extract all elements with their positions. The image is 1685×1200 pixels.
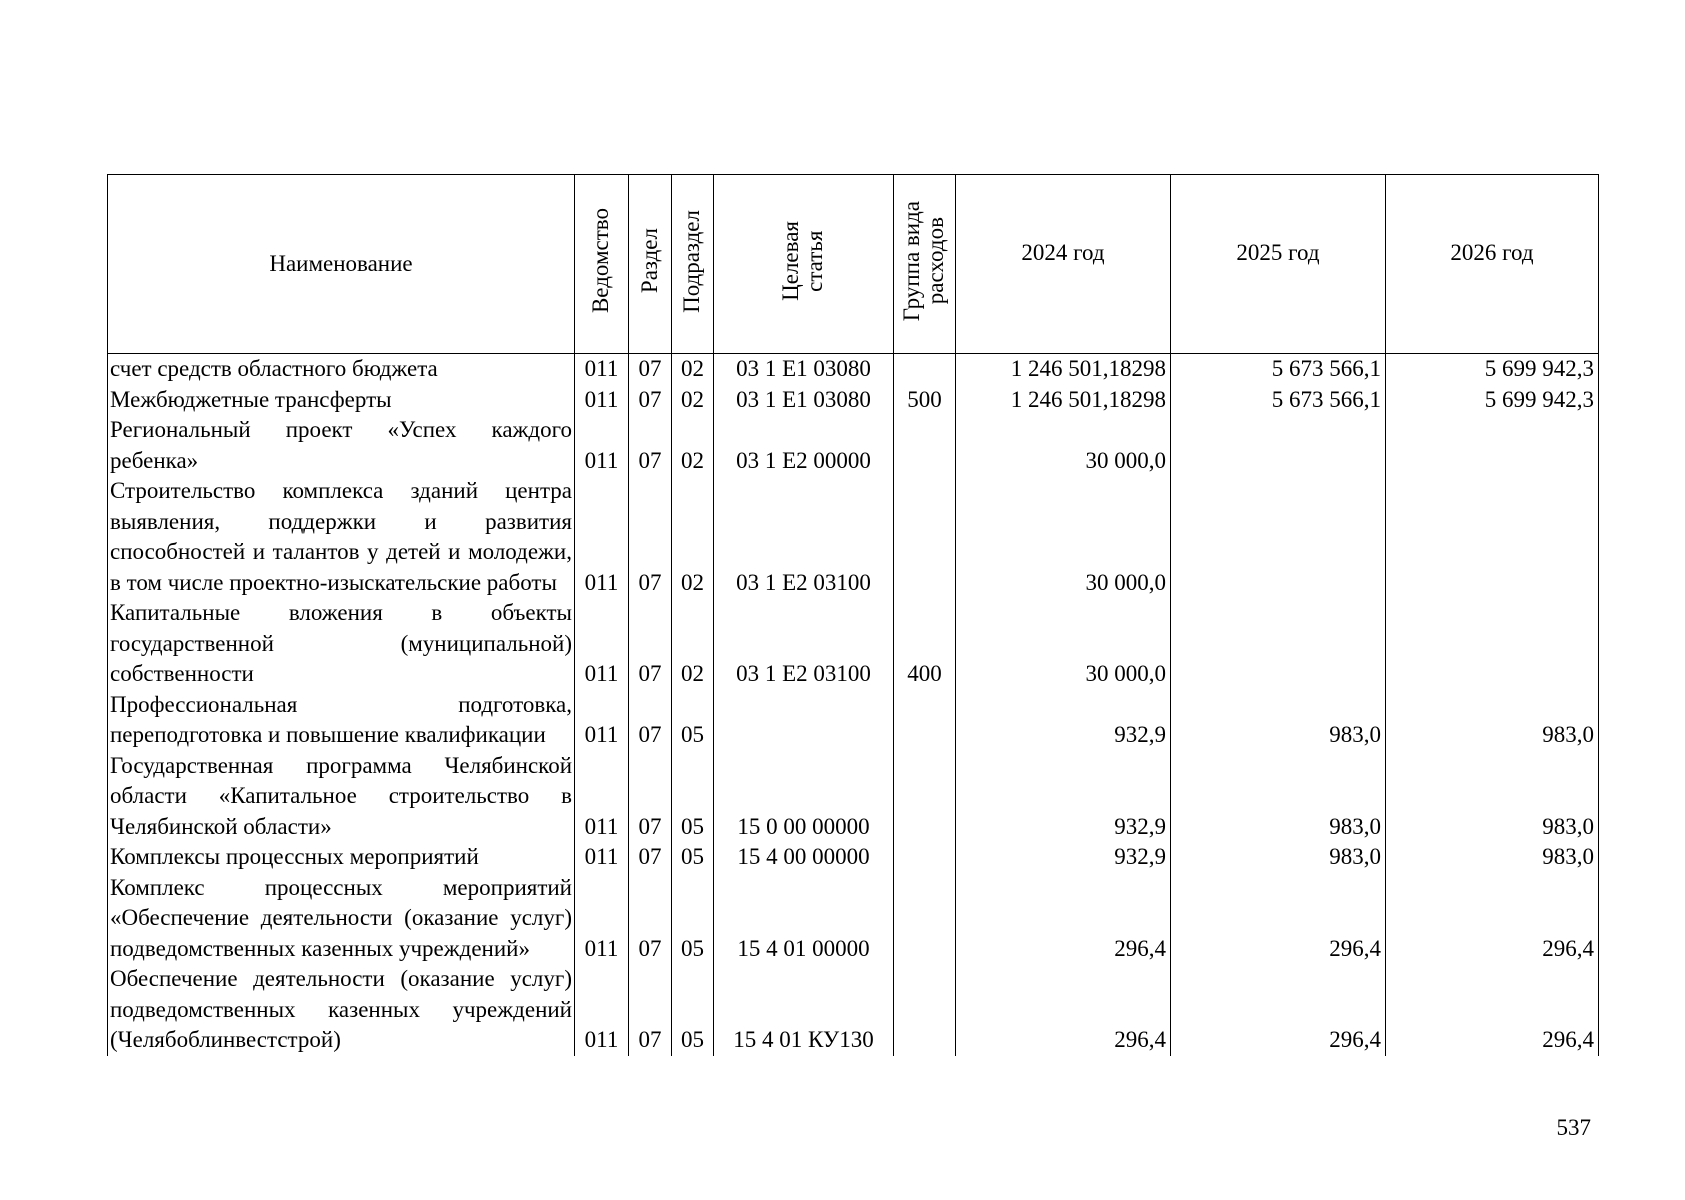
cell-2026 <box>1386 415 1599 476</box>
cell-name: Государственная программа Челябинской области «Капитальное строительство в Челябинской области» <box>108 751 575 843</box>
cell-gruppa-vida-rashodov <box>894 842 956 873</box>
table-row <box>108 690 1599 751</box>
cell-gruppa-vida-rashodov <box>894 690 956 751</box>
cell-2025: 5 673 566,1 <box>1171 354 1386 385</box>
cell-tselevaya-statya: 15 4 01 00000 <box>714 873 894 965</box>
cell-podrazdel: 02 <box>672 598 714 690</box>
cell-vedomstvo: 011 <box>575 751 629 843</box>
header-podrazdel: Подраздел <box>672 175 714 354</box>
cell-name: Комплексы процессных мероприятий <box>108 842 575 873</box>
table-row <box>108 385 1599 416</box>
table-row <box>108 751 1599 843</box>
cell-gruppa-vida-rashodov <box>894 873 956 965</box>
cell-2025 <box>1171 598 1386 690</box>
cell-tselevaya-statya: 15 0 00 00000 <box>714 751 894 843</box>
cell-2025: 296,4 <box>1171 873 1386 965</box>
cell-name: Региональный проект «Успех каждого ребенка» <box>108 415 575 476</box>
cell-tselevaya-statya: 03 1 Е1 03080 <box>714 354 894 385</box>
cell-razdel: 07 <box>629 476 672 598</box>
table-row <box>108 873 1599 965</box>
cell-2025: 983,0 <box>1171 690 1386 751</box>
cell-name: Строительство комплекса зданий центра выявления, поддержки и развития способностей и талантов у детей и молодежи, в том числе проектно-изыскательские работы <box>108 476 575 598</box>
cell-2026: 5 699 942,3 <box>1386 354 1599 385</box>
cell-podrazdel: 02 <box>672 354 714 385</box>
header-2026: 2026 год <box>1386 175 1599 354</box>
cell-vedomstvo: 011 <box>575 873 629 965</box>
cell-2025: 983,0 <box>1171 751 1386 843</box>
cell-tselevaya-statya: 03 1 Е1 03080 <box>714 385 894 416</box>
cell-razdel: 07 <box>629 598 672 690</box>
cell-razdel: 07 <box>629 842 672 873</box>
cell-podrazdel: 05 <box>672 690 714 751</box>
budget-table <box>107 174 1599 1056</box>
cell-name: Межбюджетные трансферты <box>108 385 575 416</box>
cell-2025 <box>1171 415 1386 476</box>
table-row <box>108 842 1599 873</box>
cell-name: Обеспечение деятельности (оказание услуг) подведомственных казенных учреждений (Челябоблинвестстрой) <box>108 964 575 1056</box>
cell-2026: 5 699 942,3 <box>1386 385 1599 416</box>
cell-razdel: 07 <box>629 751 672 843</box>
cell-tselevaya-statya: 15 4 01 КУ130 <box>714 964 894 1056</box>
cell-2024: 932,9 <box>956 842 1171 873</box>
cell-tselevaya-statya: 03 1 Е2 00000 <box>714 415 894 476</box>
table-row <box>108 964 1599 1056</box>
header-2024: 2024 год <box>956 175 1171 354</box>
table-row <box>108 598 1599 690</box>
cell-gruppa-vida-rashodov: 500 <box>894 385 956 416</box>
cell-razdel: 07 <box>629 873 672 965</box>
cell-podrazdel: 02 <box>672 476 714 598</box>
cell-tselevaya-statya: 15 4 00 00000 <box>714 842 894 873</box>
cell-tselevaya-statya: 03 1 Е2 03100 <box>714 476 894 598</box>
cell-2024: 1 246 501,18298 <box>956 385 1171 416</box>
page-number: 537 <box>1556 1115 1591 1140</box>
cell-gruppa-vida-rashodov <box>894 964 956 1056</box>
cell-podrazdel: 05 <box>672 842 714 873</box>
cell-2024: 932,9 <box>956 751 1171 843</box>
cell-razdel: 07 <box>629 415 672 476</box>
cell-2024: 932,9 <box>956 690 1171 751</box>
cell-2026 <box>1386 598 1599 690</box>
header-razdel: Раздел <box>629 175 672 354</box>
cell-gruppa-vida-rashodov <box>894 476 956 598</box>
cell-2025 <box>1171 476 1386 598</box>
cell-2025: 983,0 <box>1171 842 1386 873</box>
cell-2024: 296,4 <box>956 873 1171 965</box>
cell-2024: 30 000,0 <box>956 598 1171 690</box>
cell-2024: 30 000,0 <box>956 415 1171 476</box>
cell-vedomstvo: 011 <box>575 690 629 751</box>
header-gruppa-vida-rashodov: Группа вида расходов <box>894 175 956 354</box>
cell-2026: 983,0 <box>1386 690 1599 751</box>
table-row <box>108 354 1599 385</box>
cell-2024: 296,4 <box>956 964 1171 1056</box>
cell-name: Комплекс процессных мероприятий «Обеспечение деятельности (оказание услуг) подведомственных казенных учреждений» <box>108 873 575 965</box>
cell-2026: 983,0 <box>1386 751 1599 843</box>
cell-name: Капитальные вложения в объекты государственной (муниципальной) собственности <box>108 598 575 690</box>
cell-podrazdel: 05 <box>672 964 714 1056</box>
cell-gruppa-vida-rashodov <box>894 354 956 385</box>
cell-vedomstvo: 011 <box>575 415 629 476</box>
cell-podrazdel: 05 <box>672 873 714 965</box>
cell-2026 <box>1386 476 1599 598</box>
cell-2024: 1 246 501,18298 <box>956 354 1171 385</box>
cell-vedomstvo: 011 <box>575 354 629 385</box>
cell-razdel: 07 <box>629 354 672 385</box>
cell-podrazdel: 02 <box>672 415 714 476</box>
cell-name: счет средств областного бюджета <box>108 354 575 385</box>
cell-name: Профессиональная подготовка, переподготовка и повышение квалификации <box>108 690 575 751</box>
cell-gruppa-vida-rashodov <box>894 415 956 476</box>
table-row <box>108 415 1599 476</box>
cell-vedomstvo: 011 <box>575 476 629 598</box>
cell-razdel: 07 <box>629 690 672 751</box>
cell-razdel: 07 <box>629 385 672 416</box>
cell-tselevaya-statya <box>714 690 894 751</box>
cell-gruppa-vida-rashodov <box>894 751 956 843</box>
cell-2025: 5 673 566,1 <box>1171 385 1386 416</box>
cell-tselevaya-statya: 03 1 Е2 03100 <box>714 598 894 690</box>
cell-2026: 983,0 <box>1386 842 1599 873</box>
header-name: Наименование <box>108 175 575 354</box>
cell-gruppa-vida-rashodov: 400 <box>894 598 956 690</box>
header-vedomstvo: Ведомство <box>575 175 629 354</box>
header-row <box>108 175 1599 354</box>
cell-2024: 30 000,0 <box>956 476 1171 598</box>
cell-razdel: 07 <box>629 964 672 1056</box>
cell-2026: 296,4 <box>1386 873 1599 965</box>
cell-vedomstvo: 011 <box>575 385 629 416</box>
cell-podrazdel: 05 <box>672 751 714 843</box>
header-2025: 2025 год <box>1171 175 1386 354</box>
cell-vedomstvo: 011 <box>575 964 629 1056</box>
cell-2026: 296,4 <box>1386 964 1599 1056</box>
table-row <box>108 476 1599 598</box>
table-body <box>108 354 1599 1056</box>
cell-vedomstvo: 011 <box>575 598 629 690</box>
header-tselevaya-statya: Целевая статья <box>714 175 894 354</box>
cell-podrazdel: 02 <box>672 385 714 416</box>
cell-2025: 296,4 <box>1171 964 1386 1056</box>
cell-vedomstvo: 011 <box>575 842 629 873</box>
